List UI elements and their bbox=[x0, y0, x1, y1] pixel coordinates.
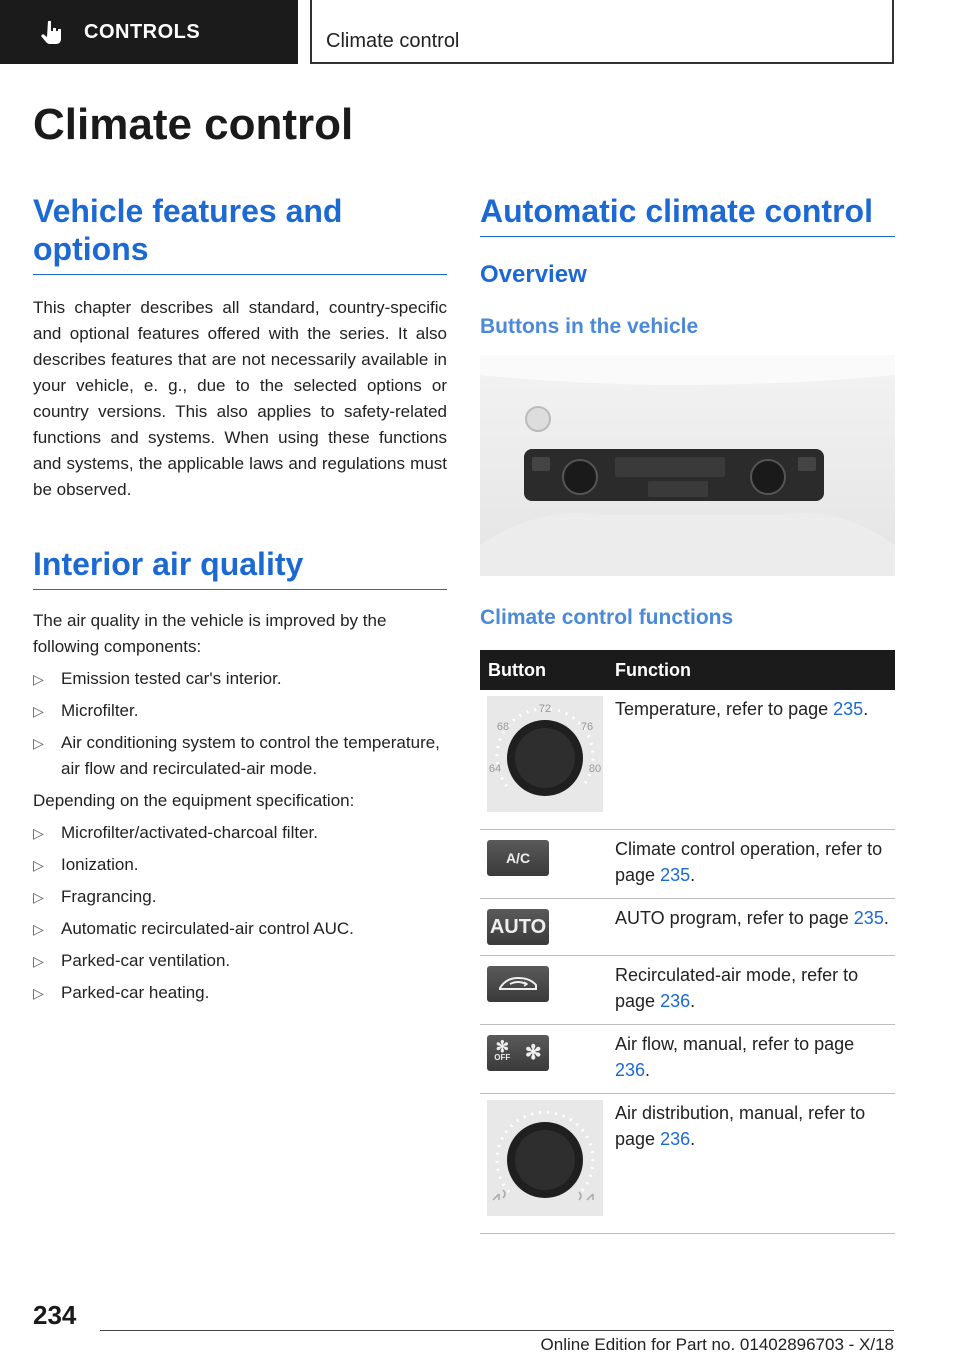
recirculation-button-icon bbox=[487, 966, 549, 1002]
dial-mark-68: 68 bbox=[496, 721, 510, 733]
table-row bbox=[480, 1094, 895, 1234]
table-row bbox=[480, 956, 895, 1025]
triangle-bullet-icon: ▷ bbox=[33, 953, 44, 969]
right-column bbox=[480, 192, 895, 1234]
triangle-bullet-icon: ▷ bbox=[33, 889, 44, 905]
page-ref-link[interactable]: 235 bbox=[833, 699, 864, 719]
ac-button-icon: A/C bbox=[487, 840, 549, 876]
list-item: ▷ Microfilter/activated-charcoal filter. bbox=[33, 820, 447, 846]
automatic-climate-heading: Automatic climate control bbox=[480, 192, 895, 237]
triangle-bullet-icon: ▷ bbox=[33, 985, 44, 1001]
climate-panel-illustration bbox=[480, 355, 895, 576]
fan-buttons-icon: ✻ OFF ✻ bbox=[487, 1035, 549, 1071]
section-label: CONTROLS bbox=[84, 20, 201, 43]
page-number: 234 bbox=[33, 1300, 77, 1330]
list-item: ▷ Emission tested car's interior. bbox=[33, 666, 447, 692]
hand-pointer-icon bbox=[40, 19, 64, 45]
triangle-bullet-icon: ▷ bbox=[33, 735, 44, 751]
table-row bbox=[480, 690, 895, 830]
function-cell: AUTO program, refer to page 235. bbox=[607, 899, 895, 956]
page-ref-link[interactable]: 236 bbox=[660, 991, 691, 1011]
list-item: ▷ Ionization. bbox=[33, 852, 447, 878]
header-topic: Climate control bbox=[326, 30, 460, 52]
table-header-row bbox=[480, 650, 895, 690]
page-ref-link[interactable]: 235 bbox=[853, 908, 884, 928]
triangle-bullet-icon: ▷ bbox=[33, 671, 44, 687]
triangle-bullet-icon: ▷ bbox=[33, 703, 44, 719]
function-cell: Air distribution, manual, refer to page 236. bbox=[607, 1094, 895, 1234]
features-heading: Vehicle features and options bbox=[33, 192, 447, 275]
fan-icon: ✻ bbox=[524, 1042, 542, 1064]
air-quality-heading: Interior air quality bbox=[33, 545, 447, 590]
air-distribution-dial-icon bbox=[487, 1100, 603, 1216]
triangle-bullet-icon: ▷ bbox=[33, 857, 44, 873]
page-ref-link[interactable]: 236 bbox=[615, 1060, 646, 1080]
footer-divider bbox=[100, 1330, 894, 1331]
dial-mark-80: 80 bbox=[588, 763, 602, 775]
temperature-dial-icon bbox=[487, 696, 603, 812]
list-item: ▷ Automatic recirculated-air control AUC. bbox=[33, 916, 447, 942]
list-item: ▷ Parked-car ventilation. bbox=[33, 948, 447, 974]
air-quality-intro: The air quality in the vehicle is improved by the following components: bbox=[33, 611, 387, 656]
function-cell: Climate control operation, refer to page 235. bbox=[607, 830, 895, 899]
triangle-bullet-icon: ▷ bbox=[33, 825, 44, 841]
buttons-heading: Buttons in the vehicle bbox=[480, 315, 699, 338]
list-item: ▷ Parked-car heating. bbox=[33, 980, 447, 1006]
left-column bbox=[33, 192, 447, 1012]
function-cell: Air flow, manual, refer to page 236. bbox=[607, 1025, 895, 1094]
function-cell: Temperature, refer to page 235. bbox=[607, 690, 895, 830]
equipment-list bbox=[33, 820, 447, 1006]
functions-table bbox=[480, 650, 895, 1234]
page-ref-link[interactable]: 235 bbox=[660, 865, 691, 885]
table-row bbox=[480, 1025, 895, 1094]
function-cell: Recirculated-air mode, refer to page 236. bbox=[607, 956, 895, 1025]
list-item: ▷ Fragrancing. bbox=[33, 884, 447, 910]
section-tab bbox=[0, 0, 298, 64]
features-text: This chapter describes all standard, country-specific and optional features offered with the series. It also describes features that are not necessarily available in your vehicle, e. g., due to the selected options or country versions. This also applies to safety-related functions and systems. When using these functions and systems, the applicable laws and regulations must be observed. bbox=[33, 298, 447, 499]
fan-off-icon: ✻ bbox=[495, 1039, 509, 1056]
dial-mark-64: 64 bbox=[488, 763, 502, 775]
page-title: Climate control bbox=[33, 100, 354, 149]
header-topic-box bbox=[310, 0, 894, 64]
functions-heading: Climate control functions bbox=[480, 606, 734, 629]
overview-heading: Overview bbox=[480, 261, 587, 288]
triangle-bullet-icon: ▷ bbox=[33, 921, 44, 937]
dial-mark-72: 72 bbox=[538, 703, 552, 715]
equipment-intro: Depending on the equipment specification: bbox=[33, 791, 355, 810]
list-item: ▷ Microfilter. bbox=[33, 698, 447, 724]
column-header-function: Function bbox=[607, 650, 895, 690]
air-quality-list bbox=[33, 666, 447, 782]
auto-button-icon: AUTO bbox=[487, 909, 549, 945]
page-ref-link[interactable]: 236 bbox=[660, 1129, 691, 1149]
climate-panel-photo bbox=[480, 355, 895, 576]
list-item: ▷ Air conditioning system to control the temperature, air flow and recirculated-air mode. bbox=[33, 730, 447, 782]
table-row bbox=[480, 899, 895, 956]
column-header-button: Button bbox=[480, 650, 607, 690]
footer-edition: Online Edition for Part no. 01402896703 - X/18 bbox=[540, 1335, 894, 1354]
table-row bbox=[480, 830, 895, 899]
dial-mark-76: 76 bbox=[580, 721, 594, 733]
